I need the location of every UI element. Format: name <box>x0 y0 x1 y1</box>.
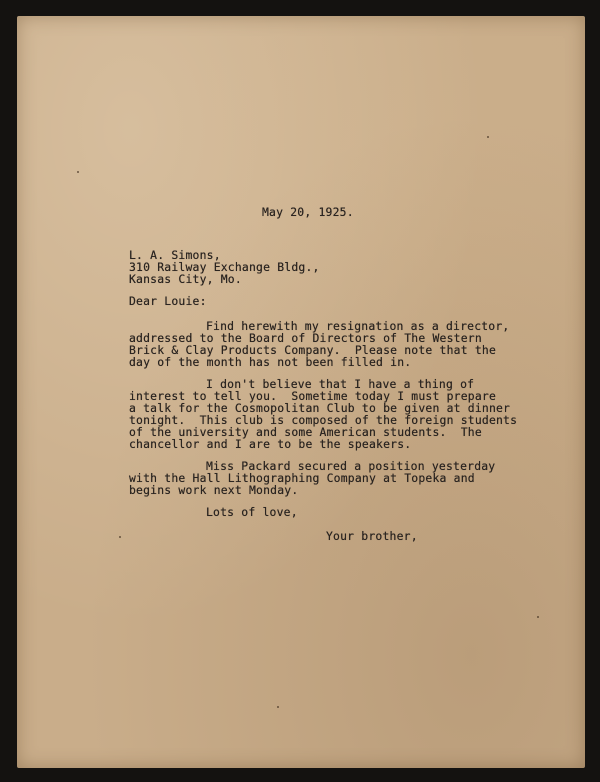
letter-date: May 20, 1925. <box>262 205 354 219</box>
paper-speck <box>537 616 539 618</box>
paragraph-2-line: tonight. This club is composed of the foreign students <box>129 413 518 427</box>
salutation: Dear Louie: <box>129 294 207 308</box>
paper-speck <box>487 136 489 138</box>
signature: Your brother, <box>326 529 418 543</box>
paper-speck <box>77 171 79 173</box>
paragraph-3-line: begins work next Monday. <box>129 483 299 497</box>
paragraph-1-line: addressed to the Board of Directors of The Western <box>129 331 482 345</box>
paragraph-2-line: interest to tell you. Sometime today I must prepare <box>129 389 497 403</box>
paragraph-1-line: day of the month has not been filled in. <box>129 355 412 369</box>
paragraph-2-line: of the university and some American students. The <box>129 425 482 439</box>
paragraph-2-line: I don't believe that I have a thing of <box>206 377 475 391</box>
paragraph-2-line: chancellor and I are to be the speakers. <box>129 437 412 451</box>
paper-speck <box>119 536 121 538</box>
paragraph-2-line: a talk for the Cosmopolitan Club to be given at dinner <box>129 401 511 415</box>
closing: Lots of love, <box>206 505 298 519</box>
recipient-street: 310 Railway Exchange Bldg., <box>129 260 320 274</box>
paragraph-1-line: Find herewith my resignation as a director, <box>206 319 510 333</box>
recipient-name: L. A. Simons, <box>129 248 221 262</box>
paper-speck <box>277 706 279 708</box>
recipient-city: Kansas City, Mo. <box>129 272 242 286</box>
paragraph-1-line: Brick & Clay Products Company. Please note that the <box>129 343 497 357</box>
paragraph-3-line: with the Hall Lithographing Company at Topeka and <box>129 471 475 485</box>
paragraph-3-line: Miss Packard secured a position yesterday <box>206 459 496 473</box>
